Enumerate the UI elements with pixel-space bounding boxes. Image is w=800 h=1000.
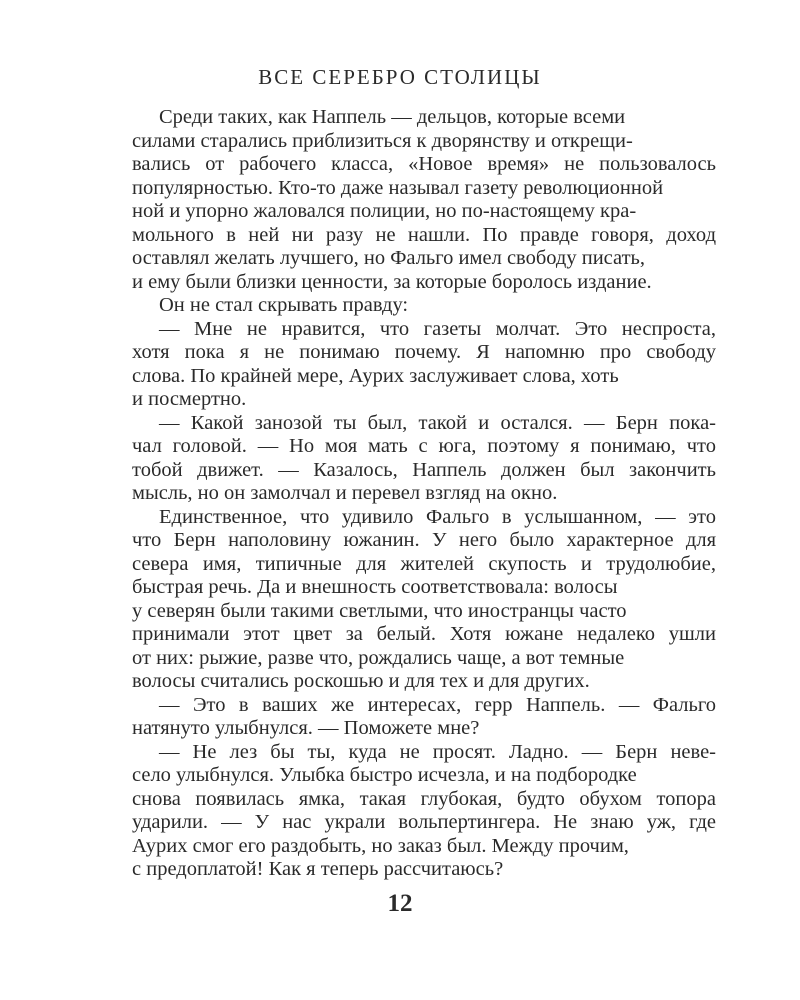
text-line: Он не стал скрывать правду: [159, 294, 409, 316]
text-line: принимали этот цвет за белый. Хотя южане недалеко ушли [132, 623, 716, 645]
text-line: чал головой. — Но моя мать с юга, поэтому я понимаю, что [132, 435, 716, 457]
text-line: силами старались приблизиться к дворянству и открещи- [132, 129, 633, 152]
text-line: у северян были такими светлыми, что иностранцы часто [132, 599, 627, 622]
text-line: Аурих смог его раздобыть, но заказ был. Между прочим, [132, 834, 629, 857]
text-line: быстрая речь. Да и внешность соответствовала: волосы [132, 576, 618, 598]
text-line: и ему были близки ценности, за которые боролось издание. [132, 270, 652, 293]
text-line: с предоплатой! Как я теперь рассчитаюсь? [132, 858, 504, 880]
text-line: хотя пока я не понимаю почему. Я напомню про свободу [132, 341, 716, 363]
text-line: натянуто улыбнулся. — Поможете мне? [132, 717, 480, 739]
text-line: волосы считались роскошью и для тех и для других. [132, 670, 590, 692]
text-line: ударили. — У нас украли вольпертингера. Не знаю уж, где [132, 811, 716, 833]
text-line: ной и упорно жаловался полиции, но по-настоящему кра- [132, 200, 637, 222]
text-line: — Мне не нравится, что газеты молчат. Это неспроста, [159, 317, 716, 340]
text-line: — Это в ваших же интересах, герр Наппель. — Фальго [159, 693, 716, 716]
text-line: тобой движет. — Казалось, Наппель должен был закончить [132, 458, 716, 481]
text-line: оставлял желать лучшего, но Фальго имел свободу писать, [132, 247, 646, 269]
text-line: популярностью. Кто-то даже называл газету революционной [132, 176, 664, 199]
running-head: ВСЕ СЕРЕБРО СТОЛИЦЫ [258, 65, 542, 89]
text-line: и посмертно. [132, 388, 247, 410]
text-line: мысль, но он замолчал и перевел взгляд на окно. [132, 482, 558, 504]
page-number: 12 [387, 890, 413, 917]
text-line: севера имя, типичные для жителей скупость и трудолюбие, [132, 552, 716, 575]
text-line: Среди таких, как Наппель — дельцов, которые всеми [159, 106, 626, 128]
text-line: снова появилась ямка, такая глубокая, будто обухом топора [132, 787, 716, 810]
text-line: вались от рабочего класса, «Новое время» не пользовалось [132, 153, 716, 175]
text-line: от них: рыжие, разве что, рождались чаще, а вот темные [132, 646, 625, 669]
text-line: слова. По крайней мере, Аурих заслуживает слова, хоть [132, 364, 619, 387]
text-line: Единственное, что удивило Фальго в услышанном, — это [159, 505, 716, 528]
text-line: что Берн наполовину южанин. У него было характерное для [132, 529, 716, 551]
text-line: село улыбнулся. Улыбка быстро исчезла, и на подбородке [132, 764, 637, 786]
text-line: — Не лез бы ты, куда не просят. Ладно. — Берн неве- [159, 740, 716, 763]
text-line: — Какой занозой ты был, такой и остался. — Берн пока- [159, 411, 716, 434]
text-line: мольного в ней ни разу не нашли. По правде говоря, доход [132, 223, 716, 246]
